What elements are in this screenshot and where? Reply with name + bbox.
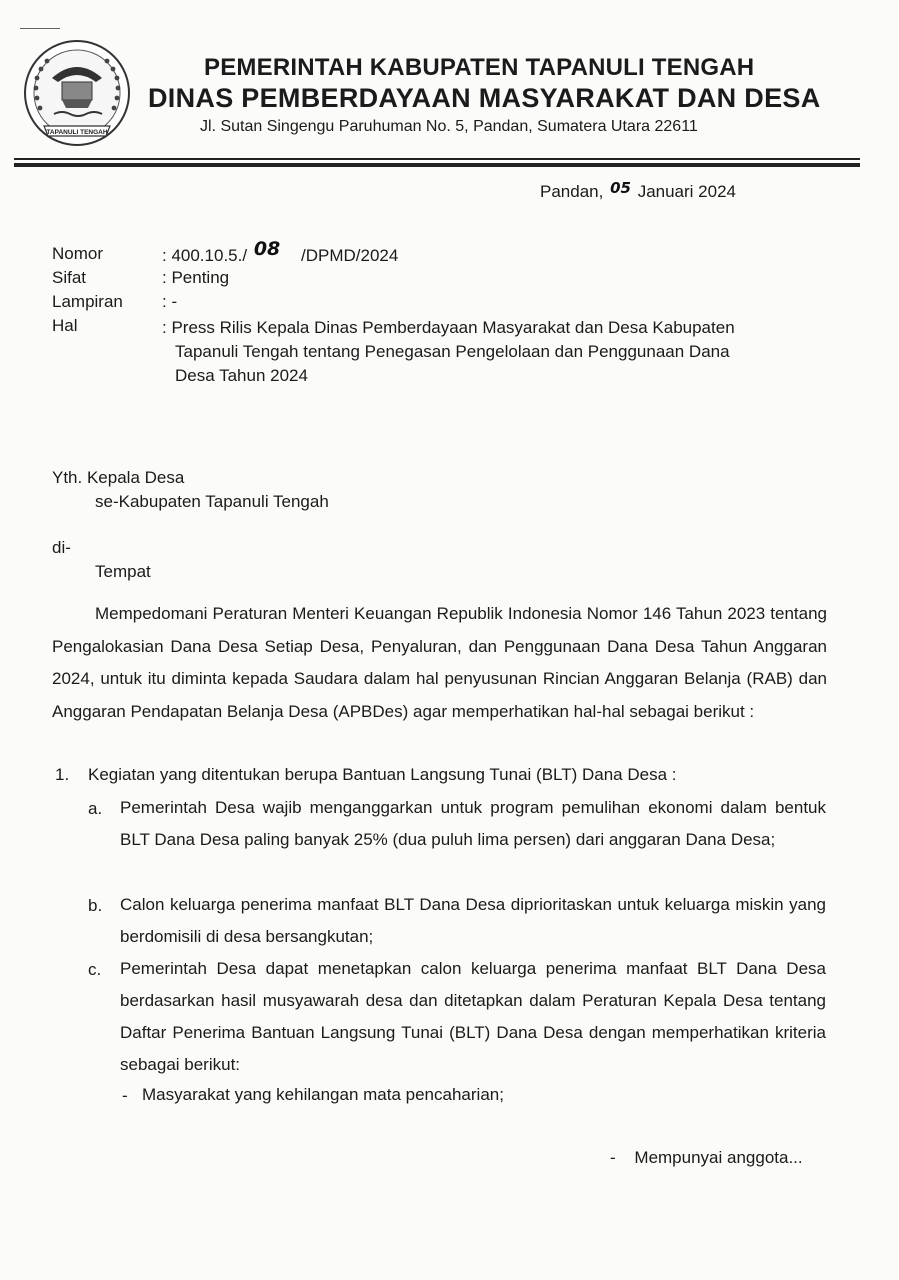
date-month-year: Januari 2024 [637, 182, 736, 201]
field-label-hal: Hal [52, 316, 78, 335]
item-1-marker: 1. [55, 765, 70, 784]
nomor-prefix: : 400.10.5./ [162, 246, 248, 265]
date-place: Pandan, [540, 182, 604, 201]
criteria-dash-marker: - [122, 1086, 128, 1105]
addressee-tempat: Tempat [95, 562, 151, 581]
hal-line-3: Desa Tahun 2024 [175, 366, 308, 385]
next-page-catchword [610, 1148, 803, 1168]
nomor-suffix: /DPMD/2024 [301, 246, 399, 265]
letterhead-government: PEMERINTAH KABUPATEN TAPANULI TENGAH [204, 54, 755, 81]
field-label-lampiran: Lampiran [52, 292, 123, 311]
field-label-sifat: Sifat [52, 268, 87, 287]
item-a: Pemerintah Desa wajib menganggarkan untuk program pemulihan ekonomi dalam bentuk BLT Dana Desa paling banyak 25% (dua puluh lima persen) dari anggaran Dana Desa; [120, 798, 826, 849]
addressee-scope: se-Kabupaten Tapanuli Tengah [95, 492, 329, 511]
field-value-sifat: : Penting [162, 268, 230, 287]
item-b: Calon keluarga penerima manfaat BLT Dana Desa diprioritaskan untuk keluarga miskin yang berdomisili di desa bersangkutan; [120, 895, 826, 946]
hal-line-1: : Press Rilis Kepala Dinas Pemberdayaan Masyarakat dan Desa Kabupaten [162, 318, 735, 337]
item-a-marker: a. [88, 799, 103, 818]
item-c-marker: c. [88, 960, 102, 979]
letterhead-divider-thin [14, 158, 860, 160]
addressee-di: di- [52, 538, 71, 557]
letter-date [540, 179, 736, 202]
svg-text:TAPANULI TENGAH: TAPANULI TENGAH [46, 129, 108, 136]
item-c: Pemerintah Desa dapat menetapkan calon keluarga penerima manfaat BLT Dana Desa berdasarkan hasil musyawarah desa dan ditetapkan dalam Peraturan Kepala Desa tentang Daftar Penerima Bantuan Langsung Tunai (BLT) Dana Desa dengan memperhatikan kriteria sebagai berikut: [120, 959, 826, 1074]
nomor-handwritten: 08 [253, 238, 281, 260]
regency-emblem-logo [22, 38, 132, 148]
letterhead-agency: DINAS PEMBERDAYAAN MASYARAKAT DAN DESA [148, 83, 821, 113]
criteria-item-1: Masyarakat yang kehilangan mata pencaharian; [142, 1085, 504, 1104]
item-1: Kegiatan yang ditentukan berupa Bantuan Langsung Tunai (BLT) Dana Desa : [88, 765, 677, 784]
field-value-hal [162, 316, 862, 388]
field-value-lampiran: : - [162, 292, 178, 311]
letterhead-divider-thick [14, 163, 860, 167]
item-b-marker: b. [88, 896, 103, 915]
date-day-handwritten: 05 [610, 179, 631, 197]
field-value-nomor [162, 238, 399, 266]
addressee-yth: Yth. Kepala Desa [52, 468, 185, 487]
scan-artifact [20, 28, 60, 29]
intro-paragraph [52, 598, 827, 728]
letterhead-address: Jl. Sutan Singengu Paruhuman No. 5, Pandan, Sumatera Utara 22611 [200, 118, 698, 135]
field-label-nomor: Nomor [52, 244, 104, 263]
catchword-dash: - [610, 1148, 616, 1167]
hal-line-2: Tapanuli Tengah tentang Penegasan Pengelolaan dan Penggunaan Dana [175, 342, 730, 361]
intro-text: Mempedomani Peraturan Menteri Keuangan Republik Indonesia Nomor 146 Tahun 2023 tentang Pengalokasian Dana Desa Setiap Desa, Penyaluran, dan Penggunaan Dana Desa Tahun Anggaran 2024, untuk itu diminta kepada Saudara dalam hal penyusunan Rincian Anggaran Belanja (RAB) dan Anggaran Pendapatan Belanja Desa (APBDes) agar memperhatikan hal-hal sebagai berikut : [52, 604, 827, 721]
catchword-text: Mempunyai anggota... [634, 1148, 803, 1167]
